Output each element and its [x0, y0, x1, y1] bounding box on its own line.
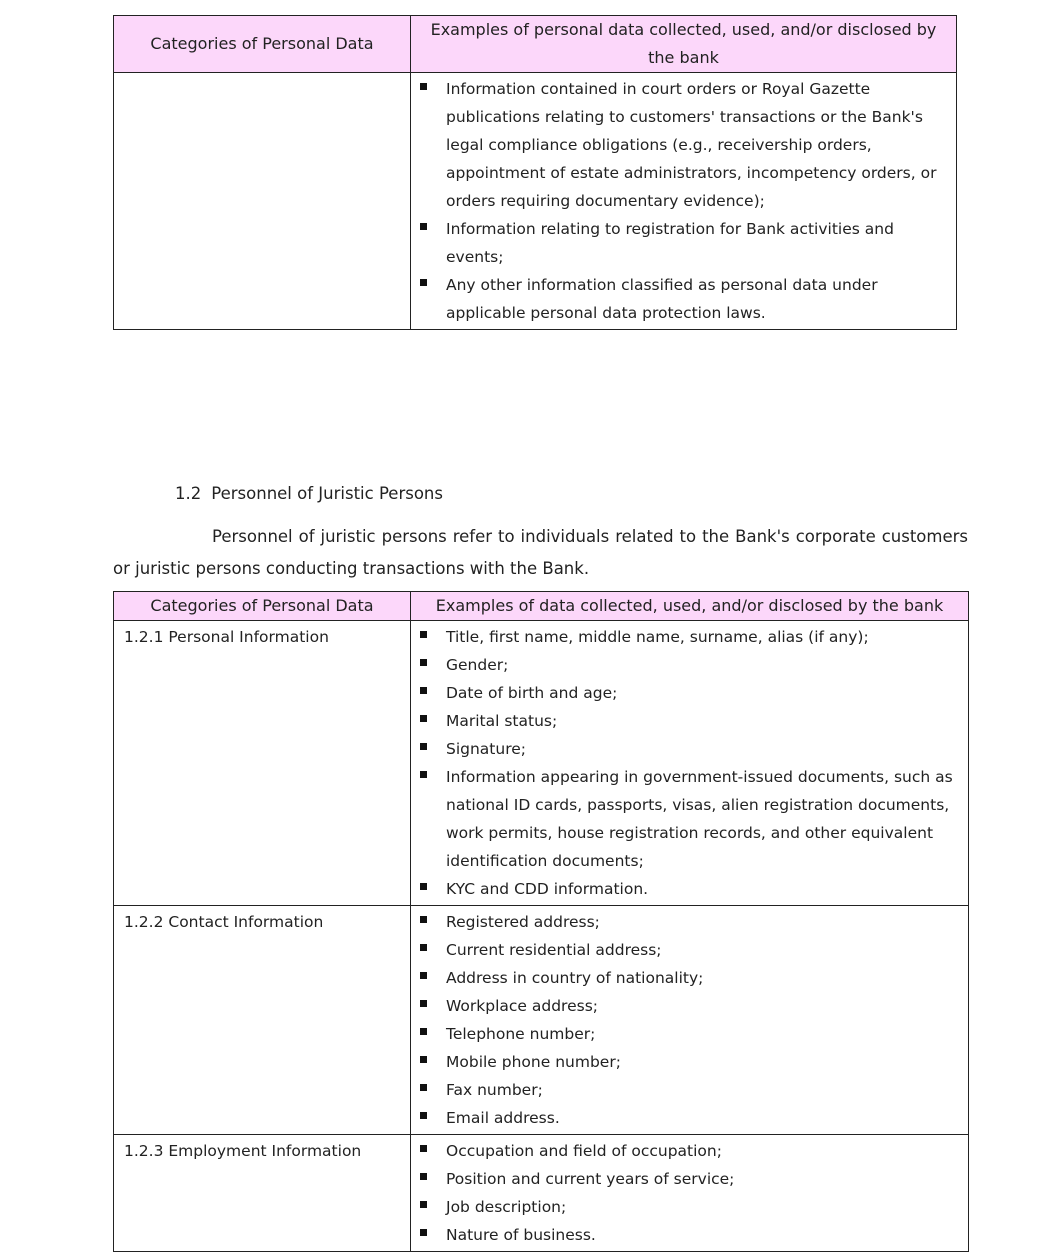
- examples-cell: [411, 1135, 969, 1252]
- list-item: Address in country of nationality;: [446, 964, 958, 992]
- list-item: Gender;: [446, 651, 958, 679]
- list-item: Signature;: [446, 735, 958, 763]
- list-item: KYC and CDD information.: [446, 875, 958, 903]
- category-cell: 1.2.1 Personal Information: [114, 621, 411, 906]
- examples-list: [411, 73, 956, 329]
- table-row: [114, 1135, 969, 1252]
- examples-cell: [411, 73, 957, 330]
- examples-list: [411, 621, 968, 905]
- list-item: Occupation and field of occupation;: [446, 1137, 958, 1165]
- list-item: Current residential address;: [446, 936, 958, 964]
- list-item: Title, first name, middle name, surname, alias (if any);: [446, 623, 958, 651]
- list-item: Mobile phone number;: [446, 1048, 958, 1076]
- section-title: Personnel of Juristic Persons: [211, 484, 443, 503]
- personnel-data-table: [113, 591, 969, 1252]
- list-item: Email address.: [446, 1104, 958, 1132]
- list-item: Nature of business.: [446, 1221, 958, 1249]
- table-row: [114, 621, 969, 906]
- header-category: Categories of Personal Data: [114, 16, 411, 73]
- list-item: Information relating to registration for Bank activities and events;: [446, 215, 946, 271]
- examples-cell: [411, 621, 969, 906]
- table-row: [114, 906, 969, 1135]
- list-item: Telephone number;: [446, 1020, 958, 1048]
- header-category: Categories of Personal Data: [114, 592, 411, 621]
- personal-data-table-continued: [113, 15, 957, 330]
- table-header-row: [114, 592, 969, 621]
- section-paragraph: Personnel of juristic persons refer to individuals related to the Bank's corporate customers or juristic persons conducting transactions with the Bank.: [113, 527, 968, 578]
- examples-list: [411, 1135, 968, 1251]
- examples-list: [411, 906, 968, 1134]
- header-examples: Examples of personal data collected, used, and/or disclosed by the bank: [411, 16, 957, 73]
- list-item: Marital status;: [446, 707, 958, 735]
- section-number: 1.2: [175, 484, 202, 503]
- list-item: Registered address;: [446, 908, 958, 936]
- section-heading: [175, 480, 443, 508]
- category-cell: [114, 73, 411, 330]
- list-item: Fax number;: [446, 1076, 958, 1104]
- category-cell: 1.2.3 Employment Information: [114, 1135, 411, 1252]
- table-header-row: [114, 16, 957, 73]
- list-item: Information appearing in government-issued documents, such as national ID cards, passports, visas, alien registration documents, work permits, house registration records, and other equivalent identification documents;: [446, 763, 958, 875]
- category-cell: 1.2.2 Contact Information: [114, 906, 411, 1135]
- list-item: Workplace address;: [446, 992, 958, 1020]
- list-item: Position and current years of service;: [446, 1165, 958, 1193]
- list-item: Job description;: [446, 1193, 958, 1221]
- header-examples: Examples of data collected, used, and/or disclosed by the bank: [411, 592, 969, 621]
- examples-cell: [411, 906, 969, 1135]
- list-item: Date of birth and age;: [446, 679, 958, 707]
- list-item: Information contained in court orders or Royal Gazette publications relating to customers' transactions or the Bank's legal compliance obligations (e.g., receivership orders, appointment of estate administrators, incompetency orders, or orders requiring documentary evidence);: [446, 75, 946, 215]
- list-item: Any other information classified as personal data under applicable personal data protection laws.: [446, 271, 946, 327]
- table-row: [114, 73, 957, 330]
